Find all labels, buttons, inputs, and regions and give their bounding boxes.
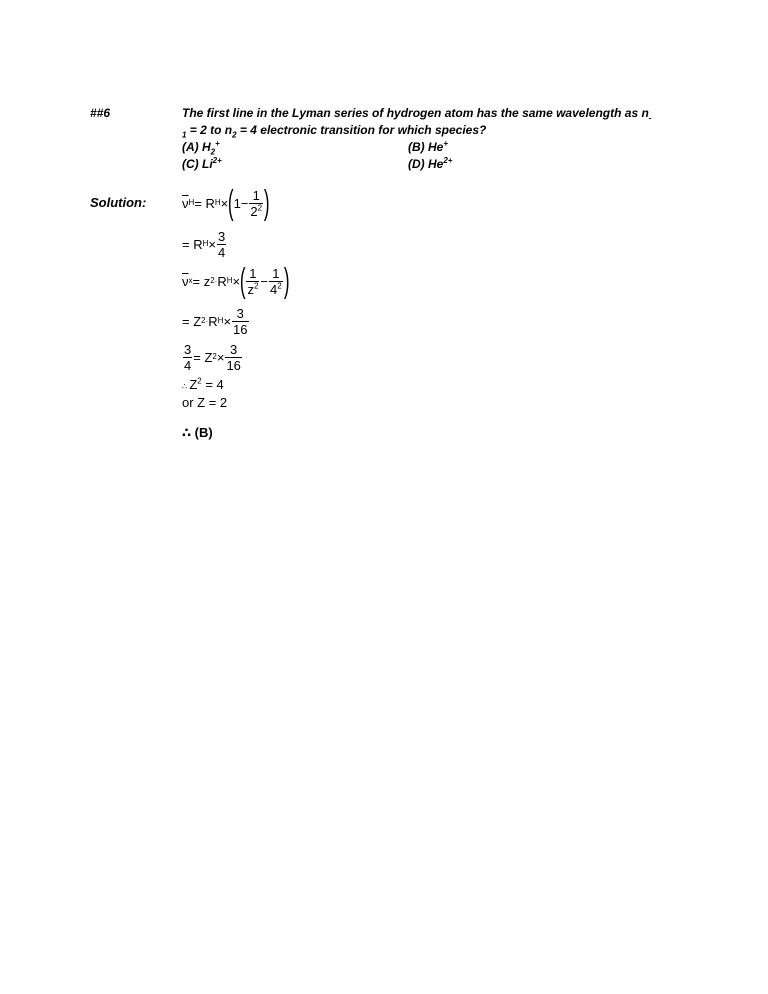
- solution-line-2: = R H × $\frac{3}{4}$: [182, 228, 226, 260]
- fraction: $\frac{3}{16}$: [233, 305, 248, 337]
- fraction: $\frac{1}{4^2}$: [269, 265, 282, 297]
- fraction: $\frac{1}{z^2}$: [247, 265, 259, 297]
- solution-answer: ∴ (B): [182, 425, 213, 440]
- question-number: ##6: [90, 106, 111, 120]
- left-paren: (: [239, 262, 246, 300]
- question-text-1: The first line in the Lyman series of hydrogen atom has the same wavelength as n: [182, 106, 649, 120]
- solution-line-7: or Z = 2: [182, 395, 228, 410]
- left-paren: (: [228, 184, 234, 222]
- option-b: (B) He+: [408, 139, 449, 154]
- solution-line-3: $\overline{\nu}$ x = z 2 · R H × ( $\frac{1}{z^2}$ − $\frac{1}{4^2}$ ): [182, 262, 290, 300]
- solution-line-4: = Z 2 · R H × $\frac{3}{16}$: [182, 305, 248, 337]
- option-d: (D) $He^{2+}$: [408, 156, 453, 171]
- option-c: (C) $Li^{2+}$: [182, 156, 222, 171]
- fraction: $\frac{3}{4}$: [217, 228, 226, 260]
- solution-label: Solution:: [90, 195, 147, 210]
- fraction: $\frac{3}{4}$: [184, 341, 192, 373]
- solution-line-5: $\frac{3}{4}$ = Z 2 × $\frac{3}{16}$: [184, 341, 241, 373]
- question-line-2: $_1$ = 2 to $n_2 = 4$ electronic transition for which species?: [182, 123, 487, 140]
- solution-line-6: ∴ $Z^2 = 4$: [182, 376, 224, 392]
- solution-line-1: $\overline{\nu}$ H = R H × ( 1− $\frac{1}{2^2}$ ): [182, 184, 270, 222]
- right-paren: ): [283, 262, 290, 300]
- fraction: $\frac{1}{2^2}$: [250, 187, 263, 219]
- option-a: (A) $H_2^+$: [182, 139, 220, 157]
- right-paren: ): [263, 184, 270, 222]
- question-line-1: The first line in the Lyman series of hydrogen atom has the same wavelength as $n_-$: [182, 106, 652, 123]
- fraction: $\frac{3}{16}$: [226, 341, 241, 373]
